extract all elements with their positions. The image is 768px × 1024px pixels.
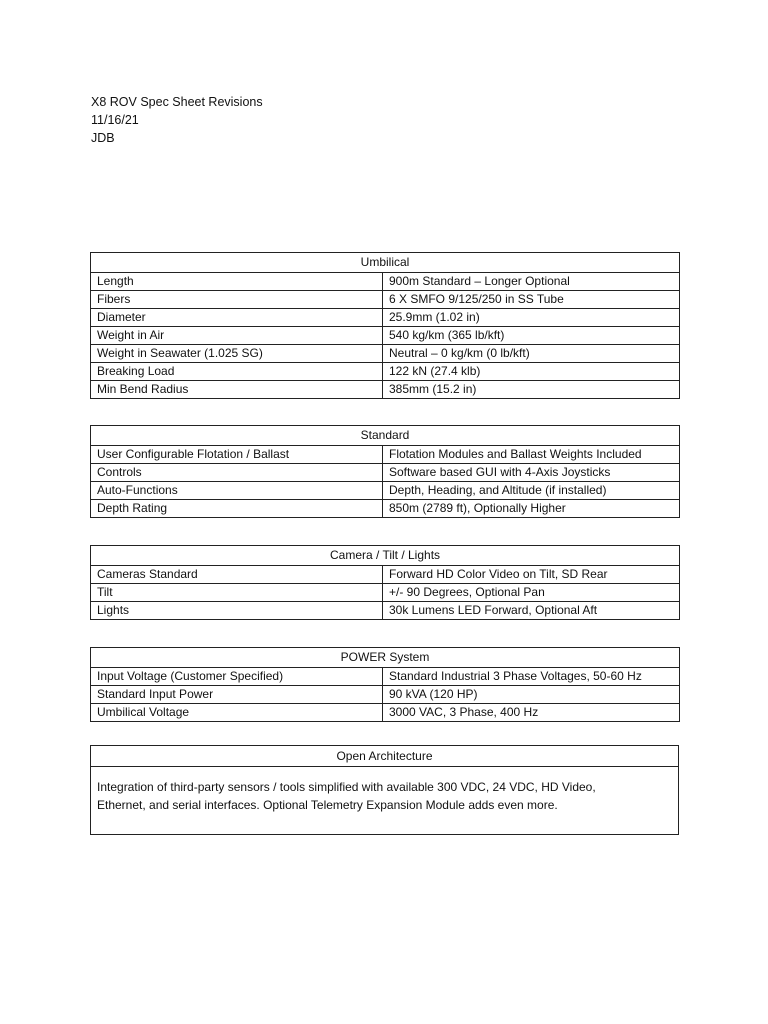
- spec-value: +/- 90 Degrees, Optional Pan: [383, 584, 680, 602]
- spec-label: Diameter: [91, 309, 383, 327]
- spec-value: Depth, Heading, and Altitude (if installed): [383, 482, 680, 500]
- spec-label: Auto-Functions: [91, 482, 383, 500]
- table-row: [91, 686, 680, 704]
- spec-value: 3000 VAC, 3 Phase, 400 Hz: [383, 704, 680, 722]
- table-row: [91, 381, 680, 399]
- table-row: [91, 584, 680, 602]
- document-author: JDB: [91, 131, 115, 145]
- spec-label: Controls: [91, 464, 383, 482]
- spec-label: Fibers: [91, 291, 383, 309]
- table-row: [91, 500, 680, 518]
- spec-value: 90 kVA (120 HP): [383, 686, 680, 704]
- table-row: [91, 566, 680, 584]
- spec-value: 900m Standard – Longer Optional: [383, 273, 680, 291]
- spec-label: Depth Rating: [91, 500, 383, 518]
- spec-label: Input Voltage (Customer Specified): [91, 668, 383, 686]
- spec-value: Forward HD Color Video on Tilt, SD Rear: [383, 566, 680, 584]
- open-architecture-description: [91, 767, 678, 834]
- table-row: [91, 602, 680, 620]
- camera-table: [90, 545, 680, 620]
- standard-table-title: Standard: [91, 426, 680, 446]
- open-architecture-section: [90, 745, 679, 835]
- spec-value: 385mm (15.2 in): [383, 381, 680, 399]
- table-row: [91, 363, 680, 381]
- spec-value: 540 kg/km (365 lb/kft): [383, 327, 680, 345]
- spec-value: Software based GUI with 4-Axis Joysticks: [383, 464, 680, 482]
- table-row: [91, 309, 680, 327]
- document-header: [91, 93, 263, 147]
- camera-table-title: Camera / Tilt / Lights: [91, 546, 680, 566]
- spec-label: Weight in Air: [91, 327, 383, 345]
- spec-label: Breaking Load: [91, 363, 383, 381]
- standard-table: [90, 425, 680, 518]
- spec-label: Lights: [91, 602, 383, 620]
- table-row: [91, 704, 680, 722]
- spec-value: 850m (2789 ft), Optionally Higher: [383, 500, 680, 518]
- table-row: [91, 273, 680, 291]
- spec-label: Min Bend Radius: [91, 381, 383, 399]
- umbilical-table: [90, 252, 680, 399]
- spec-value: Standard Industrial 3 Phase Voltages, 50-60 Hz: [383, 668, 680, 686]
- spec-value: 30k Lumens LED Forward, Optional Aft: [383, 602, 680, 620]
- table-row: [91, 482, 680, 500]
- spec-label: Weight in Seawater (1.025 SG): [91, 345, 383, 363]
- open-architecture-title: Open Architecture: [91, 746, 678, 767]
- description-line: Integration of third-party sensors / tools simplified with available 300 VDC, 24 VDC, HD Video,: [97, 780, 596, 794]
- spec-label: Umbilical Voltage: [91, 704, 383, 722]
- spec-value: Neutral – 0 kg/km (0 lb/kft): [383, 345, 680, 363]
- spec-value: 122 kN (27.4 klb): [383, 363, 680, 381]
- spec-label: Standard Input Power: [91, 686, 383, 704]
- table-row: [91, 291, 680, 309]
- power-table: [90, 647, 680, 722]
- spec-label: Cameras Standard: [91, 566, 383, 584]
- document-date: 11/16/21: [91, 113, 139, 127]
- table-row: [91, 668, 680, 686]
- power-table-title: POWER System: [91, 648, 680, 668]
- spec-value: 25.9mm (1.02 in): [383, 309, 680, 327]
- table-row: [91, 345, 680, 363]
- description-line: Ethernet, and serial interfaces. Optional Telemetry Expansion Module adds even more.: [97, 798, 558, 812]
- document-title: X8 ROV Spec Sheet Revisions: [91, 95, 263, 109]
- table-row: [91, 464, 680, 482]
- spec-value: 6 X SMFO 9/125/250 in SS Tube: [383, 291, 680, 309]
- spec-value: Flotation Modules and Ballast Weights Included: [383, 446, 680, 464]
- spec-label: Length: [91, 273, 383, 291]
- spec-label: User Configurable Flotation / Ballast: [91, 446, 383, 464]
- table-row: [91, 327, 680, 345]
- table-row: [91, 446, 680, 464]
- spec-label: Tilt: [91, 584, 383, 602]
- umbilical-table-title: Umbilical: [91, 253, 680, 273]
